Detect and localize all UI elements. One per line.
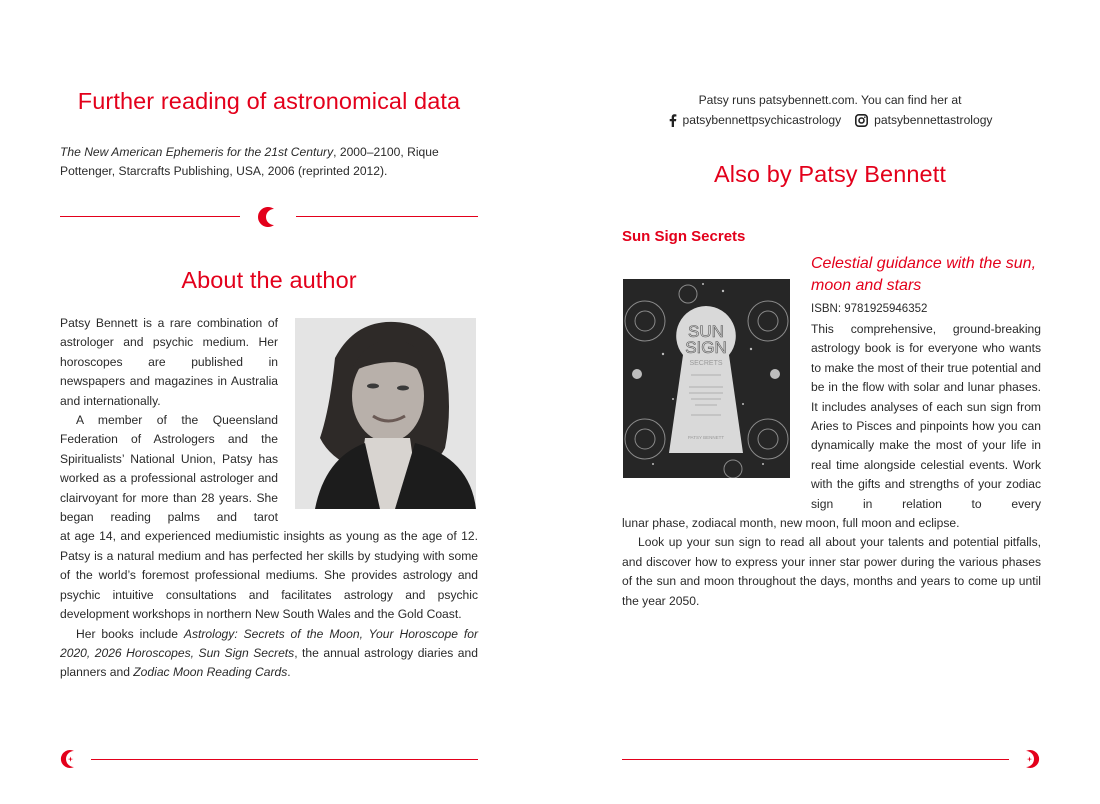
instagram-icon xyxy=(855,114,868,127)
further-reading-title: Further reading of astronomical data xyxy=(77,88,461,114)
book-isbn: ISBN: 9781925946352 xyxy=(811,303,928,315)
about-paragraph-3 xyxy=(60,625,478,683)
about-paragraph-2-part-1: A member of the Queensland Federation of Astrologers and the Spiritualists’ National Union, Patsy has worked as a professional astrologer and clairvoyant for more than 28 years. She began reading palms and tarot xyxy=(60,413,278,525)
crescent-star-icon-right xyxy=(1019,748,1041,770)
book-subtitle: Celestial guidance with the sun, moon and stars xyxy=(811,255,1037,294)
divider-line-left xyxy=(60,216,240,217)
reference-book-title: The New American Ephemeris for the 21st Century xyxy=(60,145,334,159)
reference-details: , 2000–2100, Rique Pottenger, Starcrafts Publishing, USA, 2006 (reprinted 2012). xyxy=(60,145,439,179)
divider-line-right xyxy=(296,216,478,217)
facebook-link[interactable] xyxy=(668,110,842,130)
contact-info xyxy=(620,90,1040,130)
also-by-title: Also by Patsy Bennett xyxy=(713,161,946,187)
further-reading-reference xyxy=(60,143,480,182)
facebook-icon xyxy=(668,114,677,127)
book-titles: Astrology: Secrets of the Moon, Your Horoscope for 2020, 2026 Horoscopes, Sun Sign Secrets xyxy=(60,626,479,660)
book-title: Sun Sign Secrets xyxy=(622,228,746,245)
books-middle: , the annual astrology diaries and planners and xyxy=(60,645,478,680)
about-author-text xyxy=(60,314,478,683)
books-end: . xyxy=(287,665,291,680)
facebook-handle: patsybennettpsychicastrology xyxy=(682,113,842,127)
instagram-handle: patsybennettastrology xyxy=(874,113,993,127)
about-paragraph-2-part-2: at age 14, and experienced mediumistic insights as young as the age of 12. Patsy is a natural medium and has perfected her skills by studying with some of the world’s foremost professional mediums. She provides astrology and psychic intuitive consultations and facilitates astrology and psychic development workshops in northern New South Wales and the Gold Coast. xyxy=(60,529,478,622)
crescent-star-icon-left xyxy=(59,748,81,770)
cover-title-sign: SIGN xyxy=(685,338,727,357)
books-intro: Her books include xyxy=(76,626,184,641)
crescent-moon-icon xyxy=(257,205,281,229)
book-description xyxy=(622,320,1041,611)
book-desc-part-2: lunar phase, zodiacal month, new moon, full moon and eclipse. xyxy=(622,516,960,531)
about-author-title: About the author xyxy=(181,267,357,293)
cover-author: PATSY BENNETT xyxy=(687,435,725,440)
cover-title-sun: SUN xyxy=(688,322,724,341)
footer-line-left xyxy=(91,759,478,760)
book-desc-paragraph-2: Look up your sun sign to read all about your talents and potential pitfalls, and discover how to express your inner star power during the various phases of the sun and moon throughout the days, months and years to come up until the year 2050. xyxy=(622,535,1041,608)
book-title-cards: Zodiac Moon Reading Cards xyxy=(133,665,288,680)
contact-line: Patsy runs patsybennett.com. You can find her at xyxy=(698,93,962,107)
book-desc-part-1: This comprehensive, ground-breaking astrology book is for everyone who wants to make the most of their true potential and be in the flow with solar and lunar phases. It includes analyses of each sun sign from Aries to Pisces and pinpoints how you can dynamically make the most of your life in real time alongside celestial events. Work with the gifts and strengths of your zodiac sign in relation to every xyxy=(811,322,1041,511)
social-row xyxy=(620,110,1040,130)
footer-line-right xyxy=(622,759,1009,760)
cover-title-secrets: SECRETS xyxy=(689,360,723,367)
instagram-link[interactable] xyxy=(855,110,992,130)
about-paragraph-1: Patsy Bennett is a rare combination of astrologer and psychic medium. Her horoscopes are published in newspapers and magazines in Australia and internationally. xyxy=(60,316,278,408)
